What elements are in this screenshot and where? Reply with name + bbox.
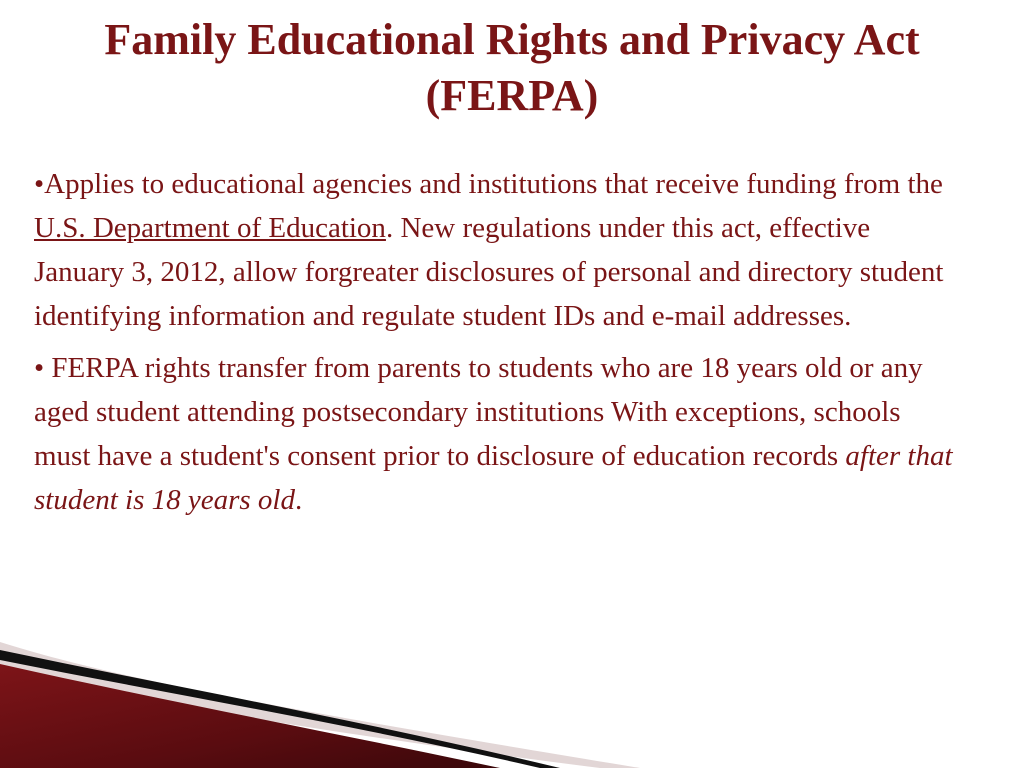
bullet-2-italic-text: after that student is 18 years old [34, 440, 953, 516]
bullet-1-text-b: . New regulations under this act, effective January 3, 2012, allow forgreater disclosures of personal and directory student identifying information and regulate student IDs and e-mail addresses. [34, 212, 944, 332]
dept-of-education-link[interactable]: U.S. Department of Education [34, 212, 386, 244]
bullet-marker: • [34, 352, 52, 384]
bullet-1 [34, 162, 954, 338]
bullet-2-text-b: . [295, 484, 303, 516]
bullet-2 [34, 346, 954, 522]
bullet-2-text-a: FERPA rights transfer from parents to students who are 18 years old or any aged student attending postsecondary institutions With exceptions, schools must have a student's consent prior to disclosure of education records [34, 352, 923, 472]
title-line-2: (FERPA) [425, 71, 599, 120]
slide-body [34, 162, 954, 530]
title-line-1: Family Educational Rights and Privacy Act [104, 15, 920, 64]
slide-title [20, 12, 1004, 124]
bullet-marker: • [34, 168, 45, 200]
bullet-1-text-a: Applies to educational agencies and institutions that receive funding from the [44, 168, 943, 200]
